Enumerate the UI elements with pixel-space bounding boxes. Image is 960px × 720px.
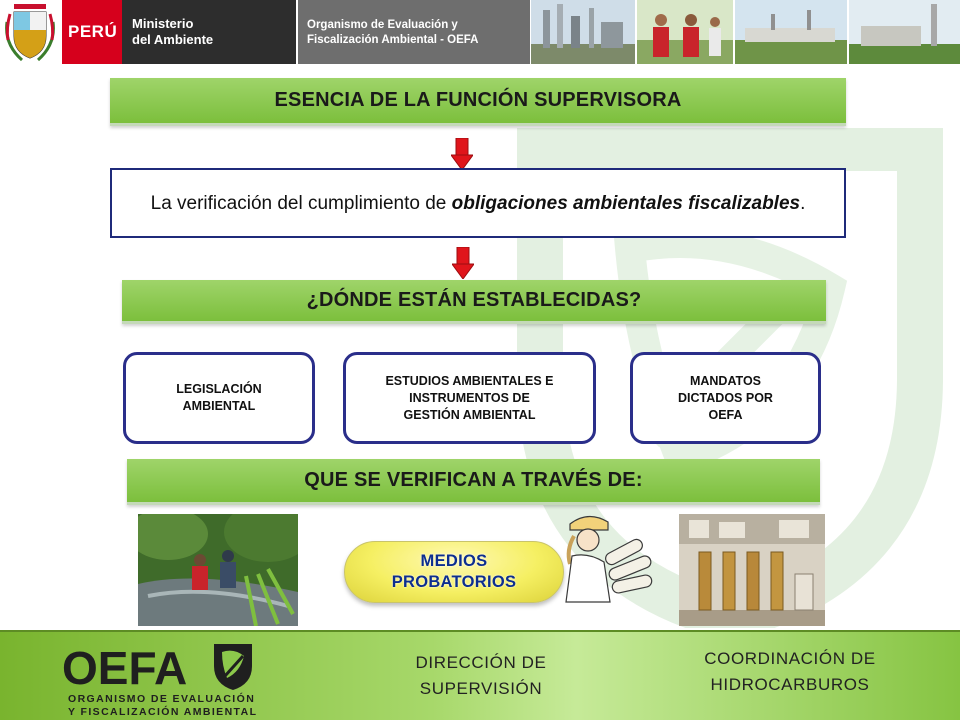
svg-text:OEFA: OEFA [62,642,188,694]
source-box-environmental-studies: ESTUDIOS AMBIENTALES E INSTRUMENTOS DE GESTIÓN AMBIENTAL [343,352,596,444]
verification-heading: QUE SE VERIFICAN A TRAVÉS DE: [304,469,643,491]
arrow-down-icon [451,138,473,170]
question-heading: ¿DÓNDE ESTÁN ESTABLECIDAS? [306,289,642,311]
agency-label: Organismo de Evaluación y Fiscalización Ambiental - OEFA [298,0,530,64]
field-inspection-photo [138,514,298,626]
header [0,0,960,66]
title-bar [110,78,846,126]
question-bar [122,280,826,324]
verification-bar [127,459,820,505]
engineer-with-blueprints-icon [548,506,662,610]
svg-text:Y FISCALIZACIÓN AMBIENTAL: Y FISCALIZACIÓN AMBIENTAL [68,706,258,718]
evidence-pill: MEDIOS PROBATORIOS [344,541,564,603]
source-box-oefa-mandates: MANDATOS DICTADOS POR OEFA [630,352,821,444]
definition-box [110,168,846,238]
footer-coordination: COORDINACIÓN DE HIDROCARBUROS [704,649,876,694]
header-photo-strip [531,0,960,64]
peru-badge [62,0,122,64]
oefa-logo [62,638,262,718]
footer [0,630,960,720]
ministry-label: Ministerio del Ambiente [122,0,296,64]
source-box-legislation: LEGISLACIÓN AMBIENTAL [123,352,315,444]
arrow-down-icon [452,247,474,279]
coat-of-arms-icon [4,2,56,64]
definition-text: La verificación del cumplimiento de obligaciones ambientales fiscalizables. [150,192,806,214]
page-title: ESENCIA DE LA FUNCIÓN SUPERVISORA [274,89,682,111]
laboratory-samples-photo [679,514,825,626]
svg-text:ORGANISMO DE EVALUACIÓN: ORGANISMO DE EVALUACIÓN [68,693,256,705]
footer-direction: DIRECCIÓN DE SUPERVISIÓN [415,653,547,698]
country-label: PERÚ [68,22,118,41]
